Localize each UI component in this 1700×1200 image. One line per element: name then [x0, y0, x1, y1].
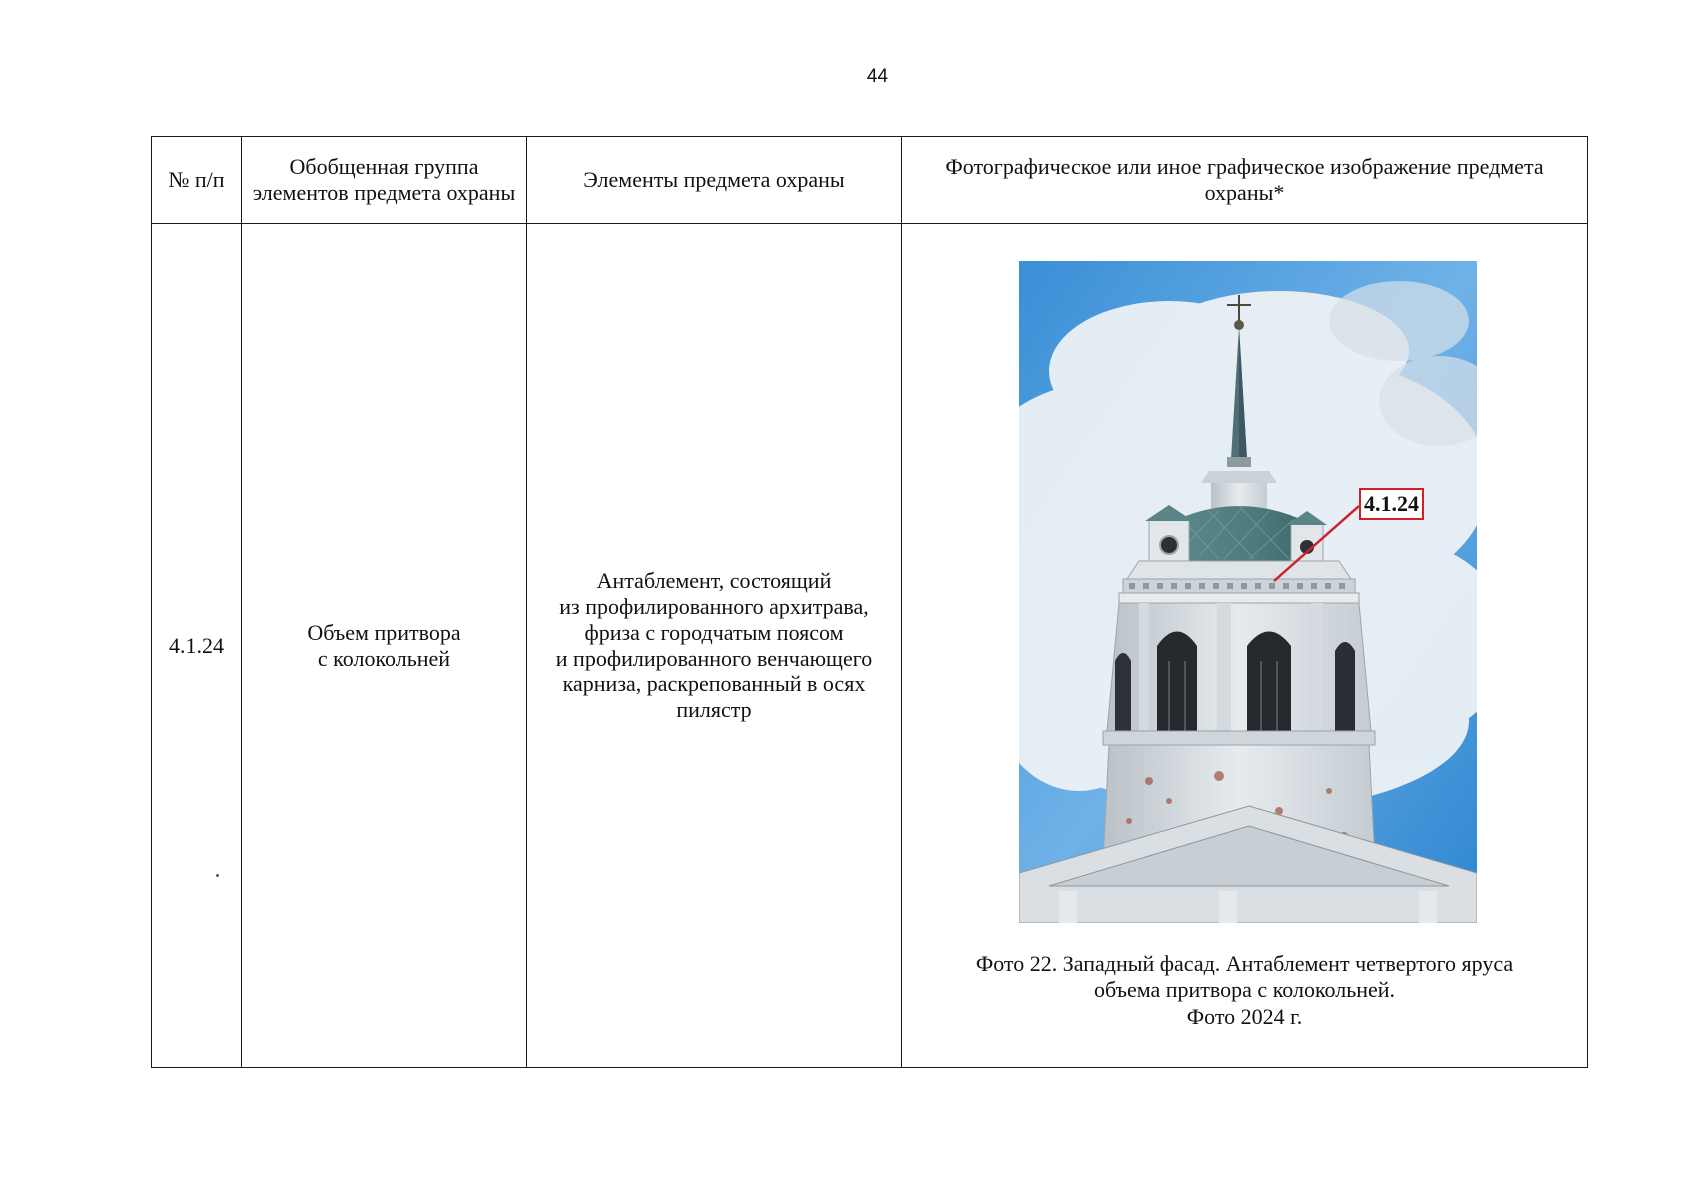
element-line: из профилированного архитрава, [559, 593, 869, 619]
entablature [1119, 561, 1359, 603]
photo-callout-label: 4.1.24 [1359, 488, 1424, 520]
header-elements: Элементы предмета охраны [527, 137, 902, 224]
element-line: карниза, раскрепованный в осях [562, 671, 866, 697]
row-number-text: 4.1.24 [169, 632, 224, 658]
bell-tower-illustration [1019, 261, 1477, 923]
group-line: с колокольней [317, 645, 451, 671]
caption-line: Фото 22. Западный фасад. Антаблемент четвертого яруса [975, 951, 1514, 976]
header-group: Обобщенная группа элементов предмета охраны [242, 137, 527, 224]
row-photo [902, 224, 1588, 1068]
row-elements [527, 224, 902, 1068]
photo-caption [902, 951, 1587, 1030]
row-group [242, 224, 527, 1068]
element-line: фриза с городчатым поясом [584, 619, 844, 645]
caption-line: объема притвора с колокольней. [1093, 977, 1396, 1003]
header-number: № п/п [152, 137, 242, 224]
belfry-tier [1107, 603, 1371, 731]
bell-tower-photo [1019, 261, 1477, 923]
group-line: Объем притвора [307, 619, 461, 645]
element-line: пилястр [676, 697, 752, 723]
protection-elements-table [151, 136, 1588, 1068]
element-line: и профилированного венчающего [555, 645, 873, 671]
caption-line: Фото 2024 г. [1186, 1003, 1303, 1029]
table-row [152, 224, 1588, 1068]
scan-speck [216, 874, 219, 877]
row-number [152, 224, 242, 1068]
page-number: 44 [866, 66, 889, 87]
table-header-row [152, 137, 1588, 224]
element-line: Антаблемент, состоящий [596, 567, 832, 593]
header-photo: Фотографическое или иное графическое изображение предмета охраны* [902, 137, 1588, 224]
